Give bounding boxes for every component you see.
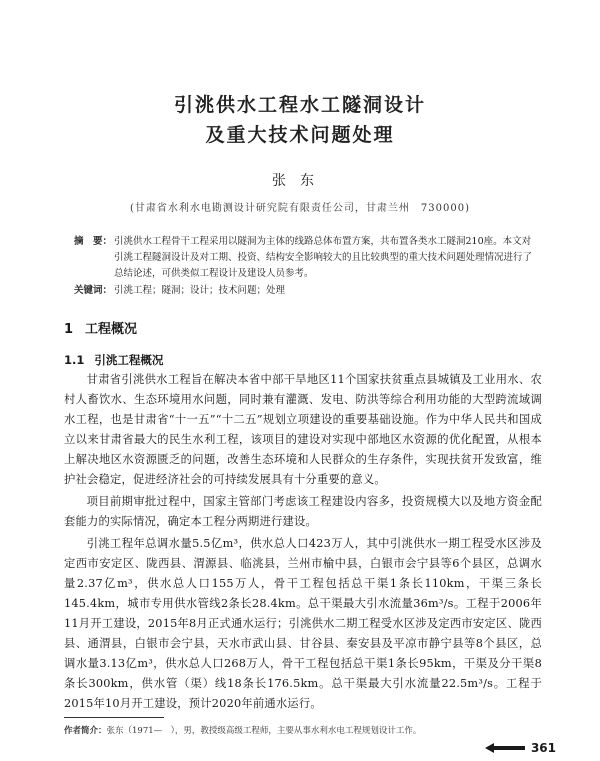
title-line-2: 及重大技术问题处理 xyxy=(205,124,395,146)
section-title: 工程概况 xyxy=(85,322,138,337)
footnote xyxy=(64,724,544,736)
author-affiliation: (甘肃省水利水电勘测设计研究院有限责任公司，甘肃兰州 730000) xyxy=(130,203,470,214)
paragraph: 项目前期审批过程中，国家主管部门考虑该工程建设内容多，投资规模大以及地方资金配套能力的实际情况，确定本工程分两期进行建设。 xyxy=(64,495,542,528)
keywords-text: 引洮工程；隧洞；设计；技术问题；处理 xyxy=(114,285,286,296)
footnote-label: 作者简介： xyxy=(64,726,107,736)
footnote-divider xyxy=(64,717,164,718)
page-number-block xyxy=(485,741,556,755)
section-heading xyxy=(64,318,137,337)
body-text xyxy=(64,370,542,714)
subsection-title: 引洮工程概况 xyxy=(94,353,164,367)
footnote-text: 张东（1971— ），男，教授级高级工程师，主要从事水利水电工程规划设计工作。 xyxy=(106,726,422,736)
author-name: 张东 xyxy=(272,173,328,189)
section-number: 1 xyxy=(64,322,74,337)
subsection-heading xyxy=(64,352,163,368)
keywords-row xyxy=(74,283,534,299)
keywords-label: 关键词： xyxy=(74,285,113,296)
paragraph: 甘肃省引洮供水工程旨在解决本省中部干旱地区11个国家扶贫重点县城镇及工业用水、农村人畜饮水、生态环境用水问题，同时兼有灌溉、发电、防洪等综合利用功能的大型跨流域调水工程，也是甘肃省“十一五”“十二五”规划立项建设的重要基础设施。作为中华人民共和国成立以来甘肃省最大的民生水利工程，该项目的建设对实现中部地区水资源的优化配置，从根本上解决地区水资源匮乏的问题，改善生态环境和人民群众的生存条件，实现扶贫开发致富，维护社会稳定，促进经济社会的可持续发展具有十分重要的意义。 xyxy=(64,373,542,486)
page-number: 361 xyxy=(530,741,556,755)
subsection-number: 1.1 xyxy=(64,353,85,367)
abstract-block xyxy=(74,234,534,299)
arrow-left-icon xyxy=(485,743,525,753)
abstract-text: 引洮供水工程骨干工程采用以隧洞为主体的线路总体布置方案，共布置各类水工隧洞210座。本文对引洮工程隧洞设计及对工期、投资、结构安全影响较大的且比较典型的重大技术问题处理情况进行了总结论述，可供类似工程设计及建设人员参考。 xyxy=(114,236,533,279)
paragraph: 引洮工程年总调水量5.5亿m³，供水总人口423万人，其中引洮供水一期工程受水区涉及定西市安定区、陇西县、渭源县、临洮县，兰州市榆中县，白银市会宁县等6个县区，总调水量2.37亿m³，供水总人口155万人，骨干工程包括总干渠1条长110km，干渠三条长145.4km，城市专用供水管线2条长28.4km。总干渠最大引水流量36m³/s。工程于2006年11月开工建设，2015年8月正式通水运行；引洮供水二期工程受水区涉及定西市安定区、陇西县、通渭县，白银市会宁县，天水市武山县、甘谷县、秦安县及平凉市静宁县等8个县区，总调水量3.13亿m³，供水总人口268万人，骨干工程包括总干渠1条长95km，干渠及分干渠8条长300km，供水管（渠）线18条长176.5km。总干渠最大引水流量22.5m³/s。工程于2015年10月开工建设，预计2020年前通水运行。 xyxy=(64,537,542,710)
abstract-row xyxy=(74,234,534,282)
title-line-1: 引洮供水工程水工隧洞设计 xyxy=(173,94,426,116)
abstract-label: 摘 要： xyxy=(74,236,113,247)
